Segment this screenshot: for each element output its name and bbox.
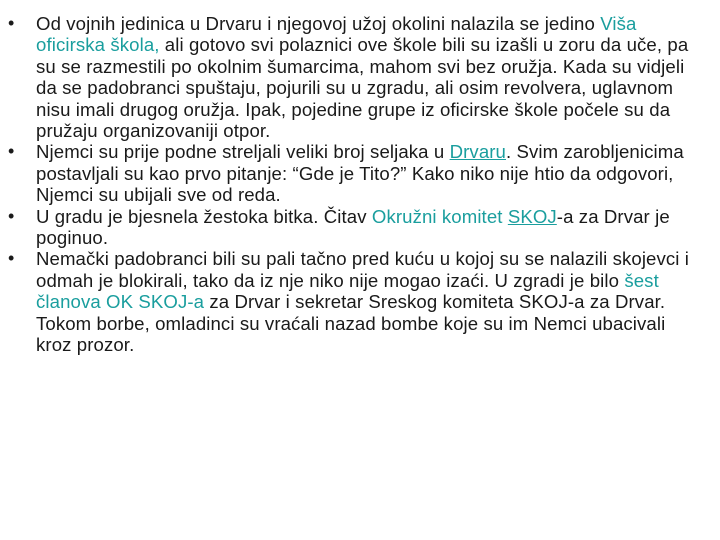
- bullet-text-3c: -a za Drvar je poginuo.: [36, 205, 670, 249]
- bullet-text-1b: ali gotovo svi polaznici ove škole bili su izašli u zoru da uče, pa su se razmestili po okolnim šumarcima, mahom svi bez oružja. Kada su vidjeli da se padobranci spuštaju, pojurili su u zgradu, ali osim revolvera, uglavnom nisu imali drugog oružja. Ipak, pojedine grupe iz oficirske škole počele su da pružaju organizovaniji otpor.: [36, 34, 689, 142]
- bullet-text-1a: Od vojnih jedinica u Drvaru i njegovoj užoj okolini nalazila se jedino: [36, 13, 601, 34]
- bullet-item-3: [0, 206, 706, 249]
- bullet-icon: •: [8, 205, 15, 226]
- bullet-icon: •: [8, 141, 15, 162]
- highlight-sest-clanova: šest članova OK SKOJ-a: [36, 269, 659, 313]
- highlight-visa-oficirska-skola: Viša oficirska škola,: [36, 13, 637, 56]
- bullet-text-4a: Nemački padobranci bili su pali tačno pred kuću u kojoj su se nalazili skojevci i odmah je blokirali, tako da iz nje niko nije mogao izaći. U zgradi je bilo: [36, 248, 690, 291]
- highlight-okruzni-komitet: Okružni komitet: [371, 205, 503, 227]
- bullet-text-2b: . Svim zarobljenicima postavljali su kao prvo pitanje: “Gde je Tito?” Kako niko nije htio da odgovori, Njemci su ubijali sve od reda.: [36, 141, 684, 206]
- bullet-text-3a: U gradu je bjesnela žestoka bitka. Čitav: [36, 205, 372, 227]
- bullet-text-2a: Njemci su prije podne streljali veliki broj seljaka u: [36, 141, 450, 163]
- bullet-list: [0, 13, 706, 356]
- bullet-icon: •: [8, 248, 15, 269]
- link-skoj[interactable]: SKOJ: [507, 205, 557, 227]
- bullet-item-4: [0, 248, 706, 355]
- bullet-text-4b: za Drvar i sekretar Sreskog komiteta SKOJ-a za Drvar. Tokom borbe, omladinci su vraćali nazad bombe koje su im Nemci ubacivali kroz prozor.: [36, 291, 666, 356]
- bullet-item-1: [0, 13, 706, 141]
- link-drvaru[interactable]: Drvaru: [449, 141, 506, 163]
- bullet-item-2: [0, 141, 706, 205]
- bullet-icon: •: [8, 13, 15, 33]
